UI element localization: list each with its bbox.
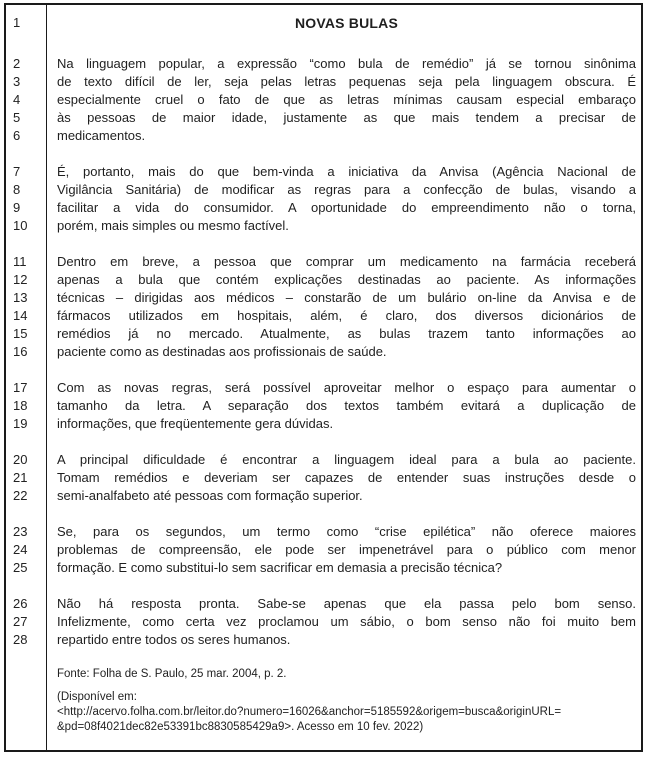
line-number: 20 <box>13 452 28 467</box>
line-number: 16 <box>13 344 28 359</box>
document-frame <box>4 3 643 752</box>
paragraph-line-numbers <box>13 253 46 361</box>
text-line: medicamentos. <box>57 128 146 143</box>
text-line: É, portanto, mais do que bem-vinda a iniciativa da Anvisa (Agência Nacional de <box>57 164 636 179</box>
line-number: 26 <box>13 596 28 611</box>
paragraphs <box>57 55 636 649</box>
paragraph <box>57 55 636 145</box>
text-content <box>47 5 641 750</box>
text-line: formação. E como substitui-lo sem sacrificar em demasia a precisão técnica? <box>57 560 503 575</box>
paragraph <box>57 451 636 505</box>
line-number: 22 <box>13 488 28 503</box>
paragraph-line-numbers <box>13 163 46 235</box>
text-line: Com as novas regras, será possível aproveitar melhor o espaço para aumentar o <box>57 380 636 395</box>
paragraph <box>57 163 636 235</box>
text-line: Não há resposta pronta. Sabe-se apenas que ela passa pelo bom senso. <box>57 596 636 611</box>
title-line-number-block <box>13 14 46 32</box>
line-number: 14 <box>13 308 28 323</box>
text-line: semi-analfabeto até pessoas com formação superior. <box>57 488 363 503</box>
availability-line: <http://acervo.folha.com.br/leitor.do?numero=16026&anchor=5185592&origem=busca&originURL= <box>57 706 562 718</box>
paragraph <box>57 253 636 361</box>
line-number: 24 <box>13 542 28 557</box>
text-line: Vigilância Sanitária) de modificar as regras para a confecção de bulas, visando a <box>57 182 636 197</box>
line-number: 4 <box>13 92 21 107</box>
source-citation: Fonte: Folha de S. Paulo, 25 mar. 2004, p. 2. <box>57 668 287 680</box>
text-line: facilitar a vida do consumidor. A oportunidade do empreendimento não o torna, <box>57 200 636 215</box>
line-number-gutter <box>6 5 47 750</box>
line-number: 25 <box>13 560 28 575</box>
line-number: 12 <box>13 272 28 287</box>
line-number: 11 <box>13 254 27 269</box>
paragraph <box>57 523 636 577</box>
line-number: 17 <box>13 380 28 395</box>
line-number: 15 <box>13 326 28 341</box>
line-number: 7 <box>13 164 21 179</box>
text-line: paciente como as destinadas aos profissionais de saúde. <box>57 344 387 359</box>
text-line: fármacos utilizados em hospitais, além, é claro, dos diversos dicionários de <box>57 308 636 323</box>
title-block <box>57 14 636 32</box>
line-number: 6 <box>13 128 21 143</box>
line-number: 5 <box>13 110 21 125</box>
line-number: 19 <box>13 416 28 431</box>
document-title: NOVAS BULAS <box>294 15 399 31</box>
paragraph-line-numbers <box>13 451 46 505</box>
text-line: de texto difícil de ler, seja pelas letras pequenas seja pela linguagem obscura. É <box>57 74 636 89</box>
line-number: 10 <box>13 218 28 233</box>
text-line: problemas de compreensão, ele pode ser impenetrável para o público com menor <box>57 542 636 557</box>
line-number: 3 <box>13 74 21 89</box>
line-number: 21 <box>13 470 28 485</box>
paragraph-line-numbers <box>13 379 46 433</box>
text-line: especialmente cruel o fato de que as letras mínimas causam especial embaraço <box>57 92 636 107</box>
availability-line: (Disponível em: <box>57 691 137 703</box>
line-number: 27 <box>13 614 28 629</box>
line-number: 1 <box>13 15 21 30</box>
line-number: 18 <box>13 398 28 413</box>
text-line: informações, que freqüentemente gera dúvidas. <box>57 416 334 431</box>
text-line: apenas a bula que contém explicações destinadas ao paciente. As informações <box>57 272 636 287</box>
text-line: tamanho da letra. A separação dos textos também evitará a duplicação de <box>57 398 636 413</box>
text-line: A principal dificuldade é encontrar a linguagem ideal para a bula ao paciente. <box>57 452 636 467</box>
text-line: Na linguagem popular, a expressão “como bula de remédio” já se tornou sinônima <box>57 56 636 71</box>
text-line: Se, para os segundos, um termo como “crise epilética” não oferece maiores <box>57 524 636 539</box>
text-line: porém, mais simples ou mesmo factível. <box>57 218 289 233</box>
paragraph-line-numbers <box>13 595 46 649</box>
text-line: Tomam remédios e deveriam ser capazes de entender suas instruções desde o <box>57 470 636 485</box>
paragraph-line-numbers <box>13 523 46 577</box>
paragraph <box>57 379 636 433</box>
line-number: 23 <box>13 524 28 539</box>
availability-line: &pd=08f4021dec82e53391bc8830585429a9>. Acesso em 10 fev. 2022) <box>57 721 424 733</box>
line-number: 28 <box>13 632 28 647</box>
line-number: 9 <box>13 200 21 215</box>
text-line: Dentro em breve, a pessoa que comprar um medicamento na farmácia receberá <box>57 254 636 269</box>
line-number: 2 <box>13 56 21 71</box>
text-line: técnicas – dirigidas aos médicos – constarão de um bulário on-line da Anvisa e de <box>57 290 636 305</box>
text-line: repartido entre todos os seres humanos. <box>57 632 291 647</box>
text-line: às pessoas de maior idade, justamente as que mais tendem a precisar de <box>57 110 636 125</box>
text-line: remédios já no mercado. Atualmente, as bulas trazem tanto informações ao <box>57 326 636 341</box>
text-line: Infelizmente, como certa vez proclamou um sábio, o bom senso não foi muito bem <box>57 614 636 629</box>
line-number: 8 <box>13 182 21 197</box>
paragraph <box>57 595 636 649</box>
paragraph-line-numbers <box>13 55 46 145</box>
gutter-paragraphs <box>13 55 46 649</box>
availability-note <box>57 690 636 735</box>
line-number: 13 <box>13 290 28 305</box>
